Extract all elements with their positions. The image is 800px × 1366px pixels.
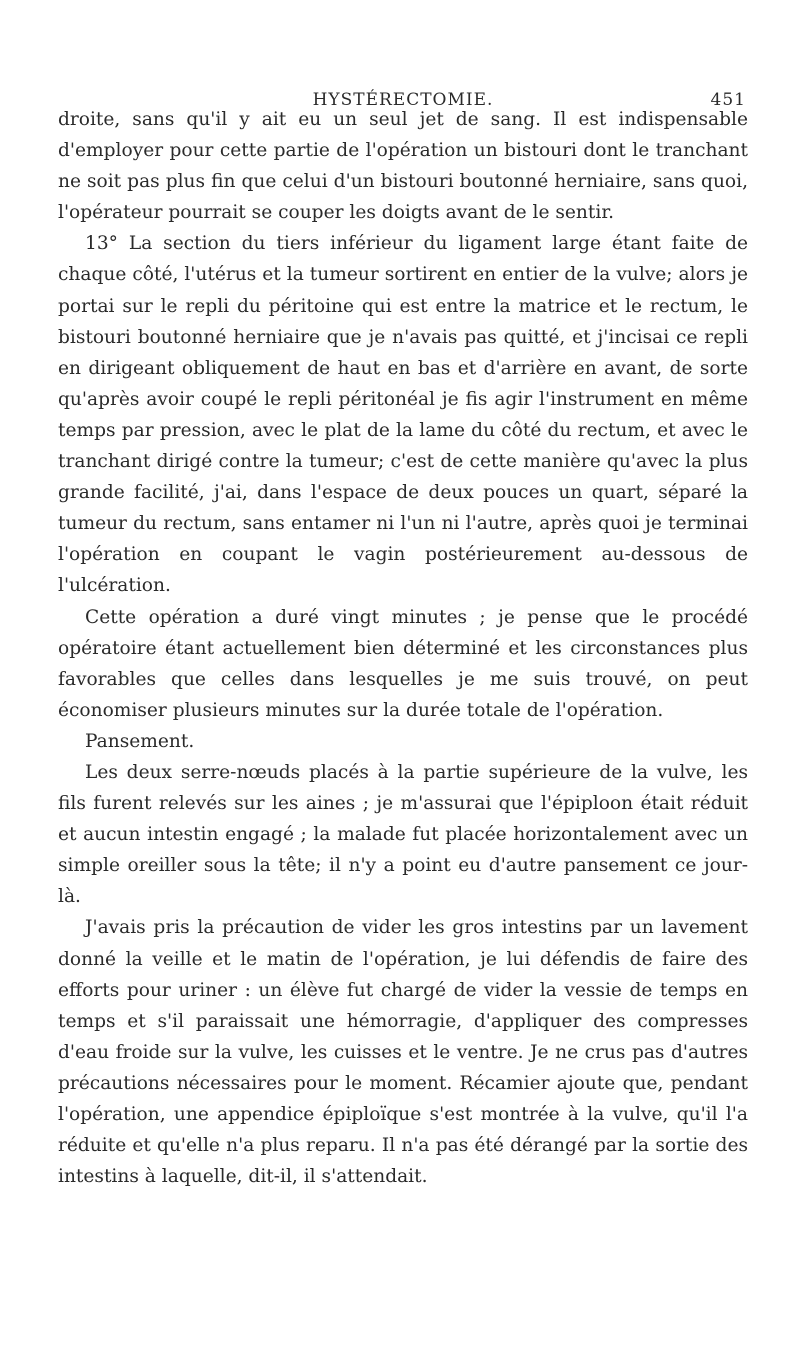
paragraph-precautions: J'avais pris la précaution de vider les gros intestins par un lavement donné la veille et le matin de l'opération, je lui défendis de faire des efforts pour uriner : un élève fut chargé de vider la vessie de temps en temps et s'il paraissait une hémorragie, d'appliquer des compresses d'eau froide sur la vulve, les cuisses et le ventre. Je ne crus pas d'autres précautions nécessaires pour le moment. Récamier ajoute que, pendant l'opération, une appendice épiploïque s'est montrée à la vulve, qu'il l'a réduite et qu'elle n'a plus reparu. Il n'a pas été dérangé par la sortie des intestins à laquelle, dit-il, il s'attendait. <box>58 917 748 1188</box>
paragraph-continuation: droite, sans qu'il y ait eu un seul jet de sang. Il est indispensable d'employer pour cette partie de l'opération un bistouri dont le tranchant ne soit pas plus fin que celui d'un bistouri boutonné herniaire, sans quoi, l'opérateur pourrait se couper les doigts avant de le sentir. <box>58 109 748 224</box>
running-title: HYSTÉRECTOMIE. <box>312 90 494 110</box>
paragraph-dressing: Les deux serre-nœuds placés à la partie supérieure de la vulve, les fils furent relevés sur les aines ; je m'assurai que l'épiploon était réduit et aucun intestin engagé ; la malade fut placée horizontalement avec un simple oreiller sous la tête; il n'y a point eu d'autre pansement ce jour-là. <box>58 761 748 908</box>
paragraph-step-13: 13° La section du tiers inférieur du ligament large étant faite de chaque côté, l'utérus et la tumeur sortirent en entier de la vulve; alors je portai sur le repli du péritoine qui est entre la matrice et le rectum, le bistouri boutonné herniaire que je n'avais pas quitté, et j'incisai ce repli en dirigeant obliquement de haut en bas et d'arrière en avant, de sorte qu'après avoir coupé le repli péritonéal je fis agir l'instrument en même temps par pression, avec le plat de la lame du côté du rectum, et avec le tranchant dirigé contre la tumeur; c'est de cette manière qu'avec la plus grande facilité, j'ai, dans l'espace de deux pouces un quart, séparé la tumeur du rectum, sans entamer ni l'un ni l'autre, après quoi je terminai l'opération en coupant le vagin postérieurement au-dessous de l'ulcération. <box>58 233 748 597</box>
running-head <box>58 64 748 110</box>
paragraph-duration: Cette opération a duré vingt minutes ; je pense que le procédé opératoire étant actuellement bien déterminé et les circonstances plus favorables que celles dans lesquelles je me suis trouvé, on peut économiser plusieurs minutes sur la durée totale de l'opération. <box>58 606 748 721</box>
section-heading-pansement: Pansement. <box>85 730 195 752</box>
page-number: 451 <box>710 90 746 110</box>
book-page <box>58 64 748 1192</box>
body-text <box>58 104 748 1192</box>
